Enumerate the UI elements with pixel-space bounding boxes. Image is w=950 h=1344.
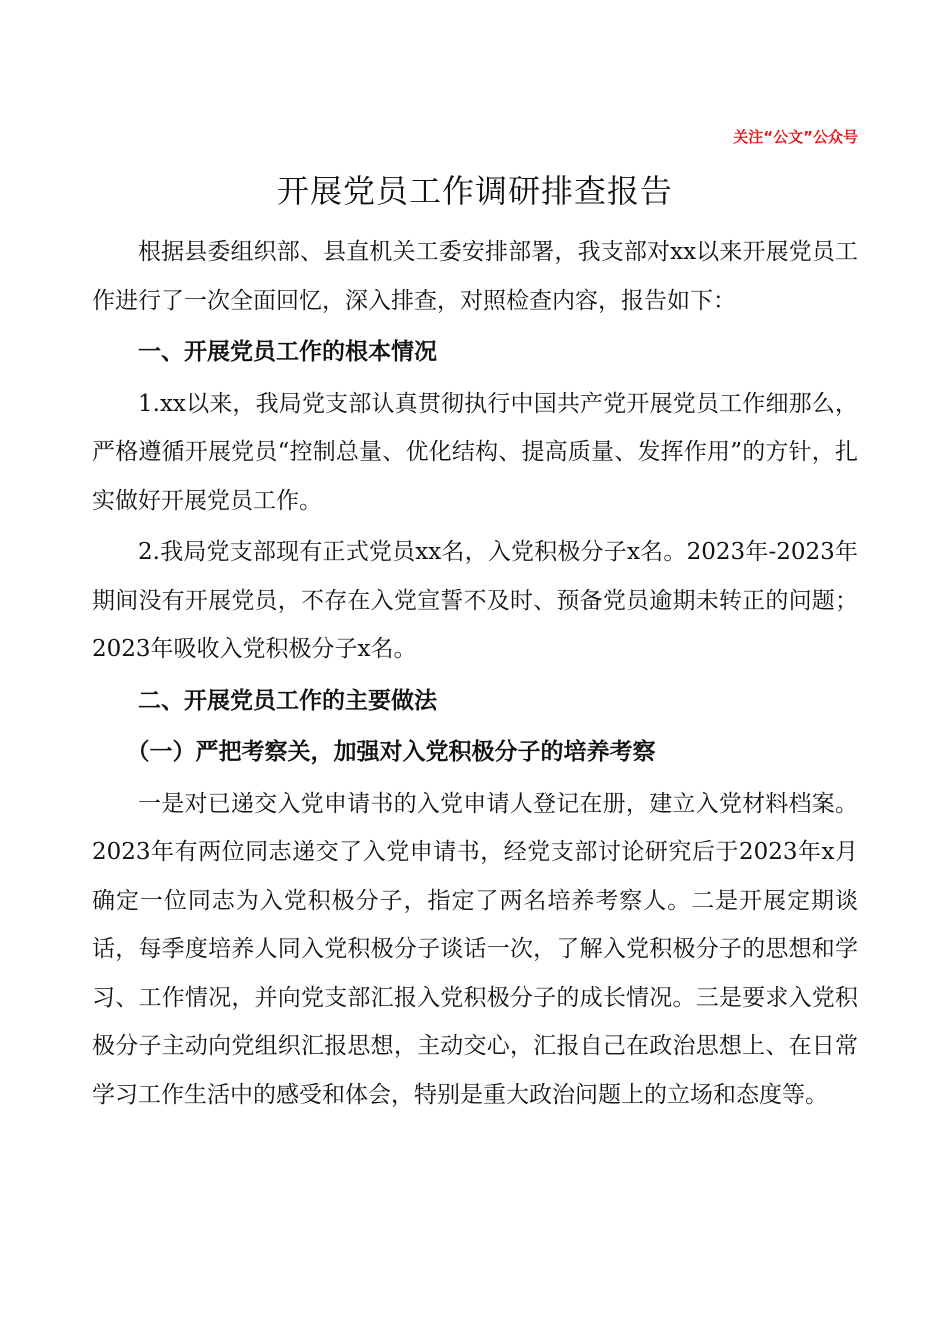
paragraph-3: 一是对已递交入党申请书的入党申请人登记在册，建立入党材料档案。2023年有两位同志递交了入党申请书，经党支部讨论研究后于2023年x月确定一位同志为入党积极分子，指定了两名培养考察人。二是开展定期谈话，每季度培养人同入党积极分子谈话一次，了解入党积极分子的思想和学习、工作情况，并向党支部汇报入党积极分子的成长情况。三是要求入党积极分子主动向党组织汇报思想，主动交心，汇报自己在政治思想上、在日常学习工作生活中的感受和体会，特别是重大政治问题上的立场和态度等。 xyxy=(92,790,858,1108)
section-heading-1: 一、开展党员工作的根本情况 xyxy=(138,339,437,365)
paragraph-1: 1.xx以来，我局党支部认真贯彻执行中国共产党开展党员工作细那么，严格遵循开展党员“控制总量、优化结构、提高质量、发挥作用”的方针，扎实做好开展党员工作。 xyxy=(92,390,858,514)
paragraph-2: 2.我局党支部现有正式党员xx名，入党积极分子x名。2023年-2023年期间没有开展党员，不存在入党宣誓不及时、预备党员逾期未转正的问题；2023年吸收入党积极分子x名。 xyxy=(92,539,858,662)
header-note: 关注“公文”公众号 xyxy=(733,128,858,146)
document-body xyxy=(92,228,858,1119)
document-title: 开展党员工作调研排查报告 xyxy=(276,172,673,210)
paragraph-intro: 根据县委组织部、县直机关工委安排部署，我支部对xx以来开展党员工作进行了一次全面回忆，深入排查，对照检查内容，报告如下： xyxy=(92,239,858,314)
section-heading-2: 二、开展党员工作的主要做法 xyxy=(138,687,437,714)
subsection-heading-1: （一）严把考察关，加强对入党积极分子的培养考察 xyxy=(126,738,656,765)
